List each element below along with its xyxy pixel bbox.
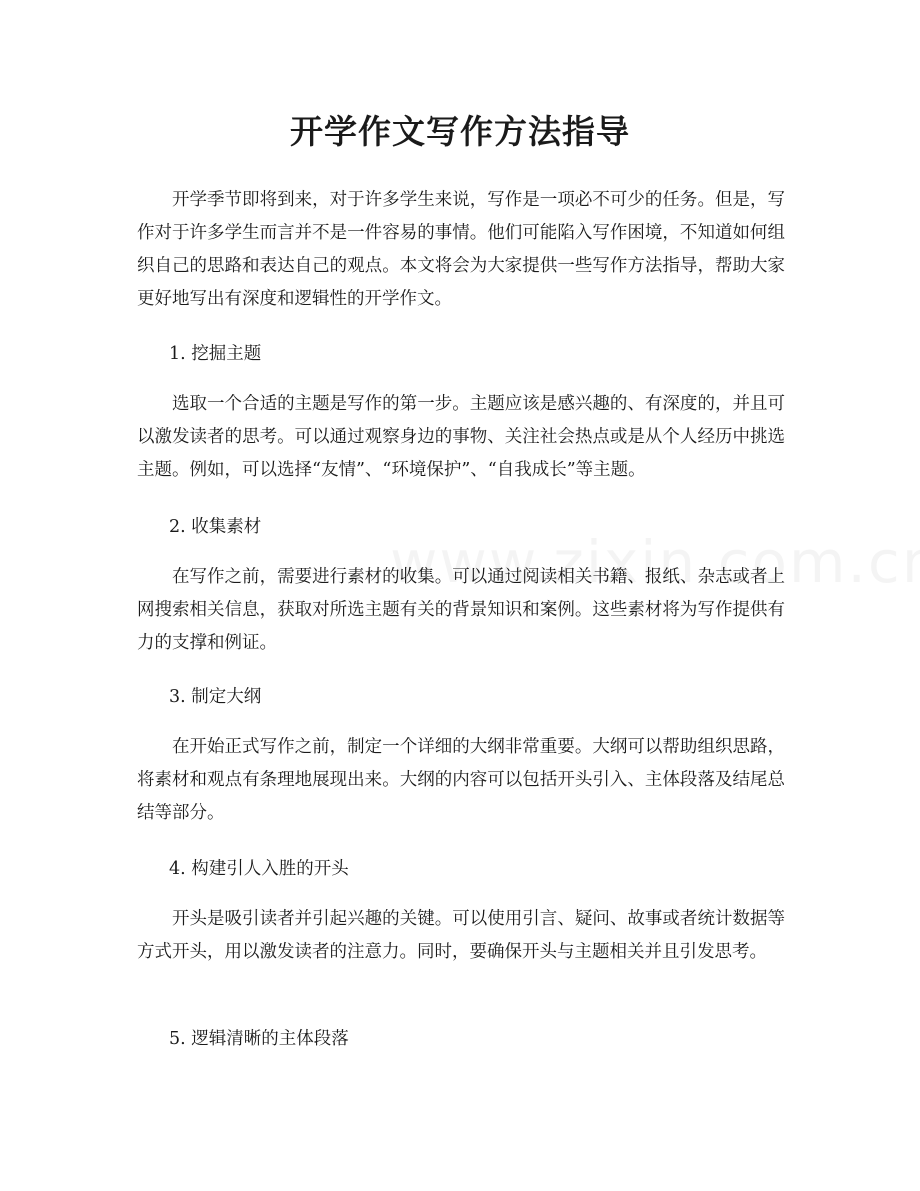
section-heading-5: 5. 逻辑清晰的主体段落 — [169, 1029, 349, 1049]
section-heading-3: 3. 制定大纲 — [169, 687, 262, 707]
section-body-1: 选取一个合适的主题是写作的第一步。主题应该是感兴趣的、有深度的，并且可以激发读者的思考。可以通过观察身边的事物、关注社会热点或是从个人经历中挑选主题。例如，可以选择“友情”、“环境保护”、“自我成长”等主题。 — [137, 394, 785, 480]
section-heading-1: 1. 挖掘主题 — [169, 344, 262, 364]
section-heading-4: 4. 构建引人入胜的开头 — [169, 859, 349, 879]
section-body-3: 在开始正式写作之前，制定一个详细的大纲非常重要。大纲可以帮助组织思路，将素材和观点有条理地展现出来。大纲的内容可以包括开头引入、主体段落及结尾总结等部分。 — [137, 737, 785, 823]
section-heading-2: 2. 收集素材 — [169, 517, 262, 537]
section-body-4: 开头是吸引读者并引起兴趣的关键。可以使用引言、疑问、故事或者统计数据等方式开头，用以激发读者的注意力。同时，要确保开头与主题相关并且引发思考。 — [137, 909, 785, 962]
document-title: 开学作文写作方法指导 — [290, 112, 630, 151]
section-body-2: 在写作之前，需要进行素材的收集。可以通过阅读相关书籍、报纸、杂志或者上网搜索相关信息，获取对所选主题有关的背景知识和案例。这些素材将为写作提供有力的支撑和例证。 — [137, 567, 785, 653]
intro-paragraph: 开学季节即将到来，对于许多学生来说，写作是一项必不可少的任务。但是，写作对于许多学生而言并不是一件容易的事情。他们可能陷入写作困境，不知道如何组织自己的思路和表达自己的观点。本文将会为大家提供一些写作方法指导，帮助大家更好地写出有深度和逻辑性的开学作文。 — [137, 190, 785, 309]
